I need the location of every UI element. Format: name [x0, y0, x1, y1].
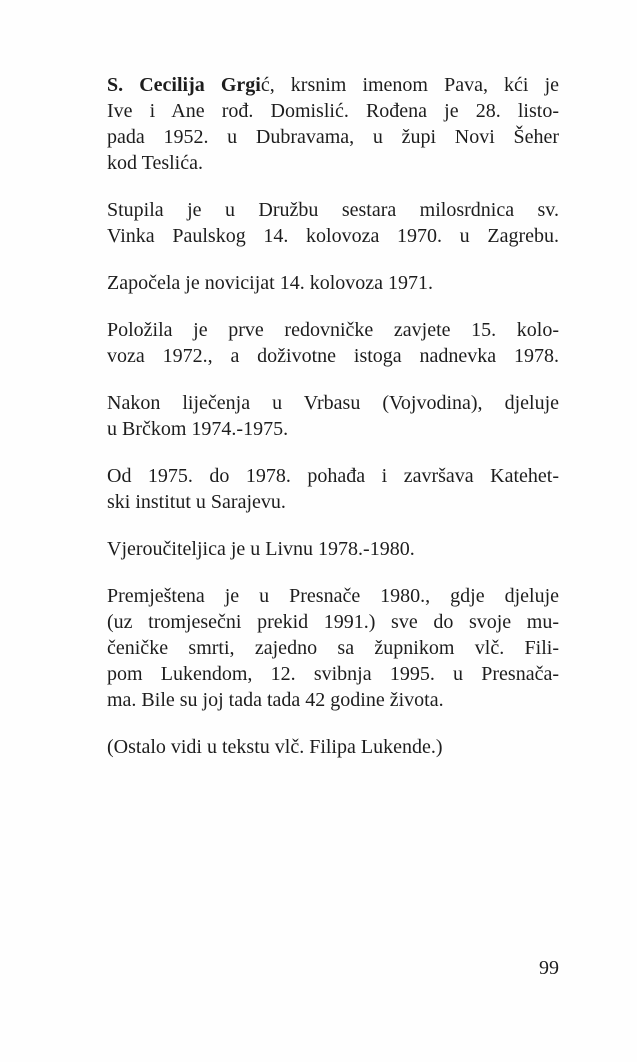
- paragraph-livno: [107, 536, 559, 562]
- text-line: čeničke smrti, zajedno sa župnikom vlč. Fili-: [107, 637, 559, 659]
- text-line: Nakon liječenja u Vrbasu (Vojvodina), djeluje: [107, 392, 559, 414]
- paragraph-entry-order: [107, 197, 559, 249]
- text-line: Vinka Paulskog 14. kolovoza 1970. u Zagrebu.: [107, 225, 559, 247]
- text-line: Vjeroučiteljica je u Livnu 1978.-1980.: [107, 538, 415, 560]
- text-line-rest: ć, krsnim imenom Pava, kći je: [260, 74, 559, 96]
- text-line: kod Teslića.: [107, 152, 203, 174]
- text-line: Ive i Ane rođ. Domislić. Rođena je 28. listo-: [107, 100, 559, 122]
- paragraph-institute: [107, 463, 559, 515]
- text-block: [107, 72, 559, 781]
- text-line: (uz tromjesečni prekid 1991.) sve do svoje mu-: [107, 611, 559, 633]
- paragraph-novitiate: [107, 270, 559, 296]
- text-line: Položila je prve redovničke zavjete 15. kolo-: [107, 319, 559, 341]
- paragraph-presnace: [107, 583, 559, 713]
- text-line: pom Lukendom, 12. svibnja 1995. u Presnača-: [107, 663, 559, 685]
- text-line: [107, 72, 559, 98]
- text-line: u Brčkom 1974.-1975.: [107, 418, 289, 440]
- text-line: Od 1975. do 1978. pohađa i završava Katehet-: [107, 465, 559, 487]
- text-line: Stupila je u Družbu sestara milosrdnica sv.: [107, 199, 559, 221]
- paragraph-reference-note: [107, 734, 559, 760]
- paragraph-vows: [107, 317, 559, 369]
- text-line: Premještena je u Presnače 1980., gdje djeluje: [107, 585, 559, 607]
- page-number: 99: [539, 957, 559, 979]
- paragraph-intro: [107, 72, 559, 176]
- person-name: S. Cecilija Grgi: [107, 74, 261, 96]
- text-line: ma. Bile su joj tada tada 42 godine života.: [107, 689, 444, 711]
- text-line: Započela je novicijat 14. kolovoza 1971.: [107, 272, 434, 294]
- text-line: (Ostalo vidi u tekstu vlč. Filipa Lukende.): [107, 736, 443, 758]
- text-line: ski institut u Sarajevu.: [107, 491, 286, 513]
- text-line: voza 1972., a doživotne istoga nadnevka 1978.: [107, 345, 559, 367]
- text-line: pada 1952. u Dubravama, u župi Novi Šeher: [107, 126, 559, 148]
- paragraph-vrbas: [107, 390, 559, 442]
